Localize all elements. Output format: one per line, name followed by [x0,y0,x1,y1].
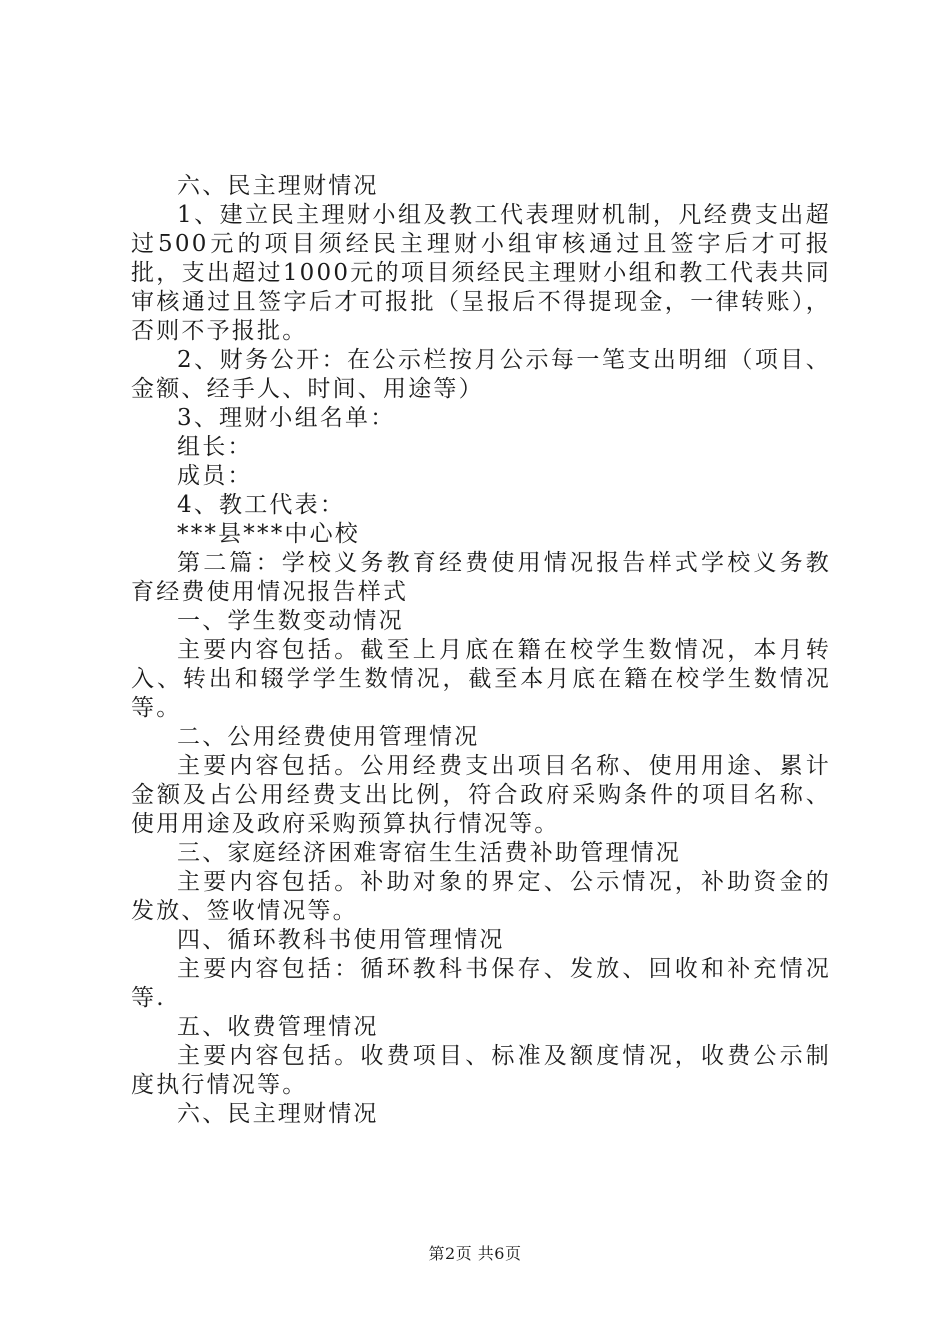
chapter-title: 第二篇：学校义务教育经费使用情况报告样式学校义务教育经费使用情况报告样式 [131,550,831,605]
body-paragraph: 成员： [177,463,253,489]
body-paragraph: 4、教工代表： [177,492,346,518]
section-heading: 四、循环教科书使用管理情况 [177,927,505,953]
body-paragraph: 1、建立民主理财小组及教工代表理财机制，凡经费支出超过500元的项目须经民主理财小组审核通过且签字后才可报批，支出超过1000元的项目须经民主理财小组和教工代表共同审核通过且签字后才可报批（呈报后不得提现金，一律转账），否则不予报批。 [131,202,831,344]
body-paragraph: 主要内容包括。公用经费支出项目名称、使用用途、累计金额及占公用经费支出比例，符合政府采购条件的项目名称、使用用途及政府采购预算执行情况等。 [131,753,831,837]
section-heading: 三、家庭经济困难寄宿生生活费补助管理情况 [177,840,681,866]
body-paragraph: 主要内容包括。截至上月底在籍在校学生数情况，本月转入、转出和辍学学生数情况，截至本月底在籍在校学生数情况等。 [131,637,831,721]
body-paragraph: ***县***中心校 [177,521,360,547]
section-heading: 二、公用经费使用管理情况 [177,724,480,750]
section-heading: 一、学生数变动情况 [177,608,404,634]
body-paragraph: 3、理财小组名单： [177,405,396,431]
body-paragraph: 主要内容包括。收费项目、标准及额度情况，收费公示制度执行情况等。 [131,1043,831,1098]
body-paragraph: 2、财务公开：在公示栏按月公示每一笔支出明细（项目、金额、经手人、时间、用途等） [131,347,831,402]
section-heading: 六、民主理财情况 [177,173,379,199]
document-body [131,172,831,1129]
section-heading: 六、民主理财情况 [177,1101,379,1127]
body-paragraph: 组长： [177,434,253,460]
body-paragraph: 主要内容包括。补助对象的界定、公示情况，补助资金的发放、签收情况等。 [131,869,831,924]
body-paragraph: 主要内容包括：循环教科书保存、发放、回收和补充情况等. [131,956,831,1011]
page-number-footer: 第2页 共6页 [428,1244,522,1263]
section-heading: 五、收费管理情况 [177,1014,379,1040]
